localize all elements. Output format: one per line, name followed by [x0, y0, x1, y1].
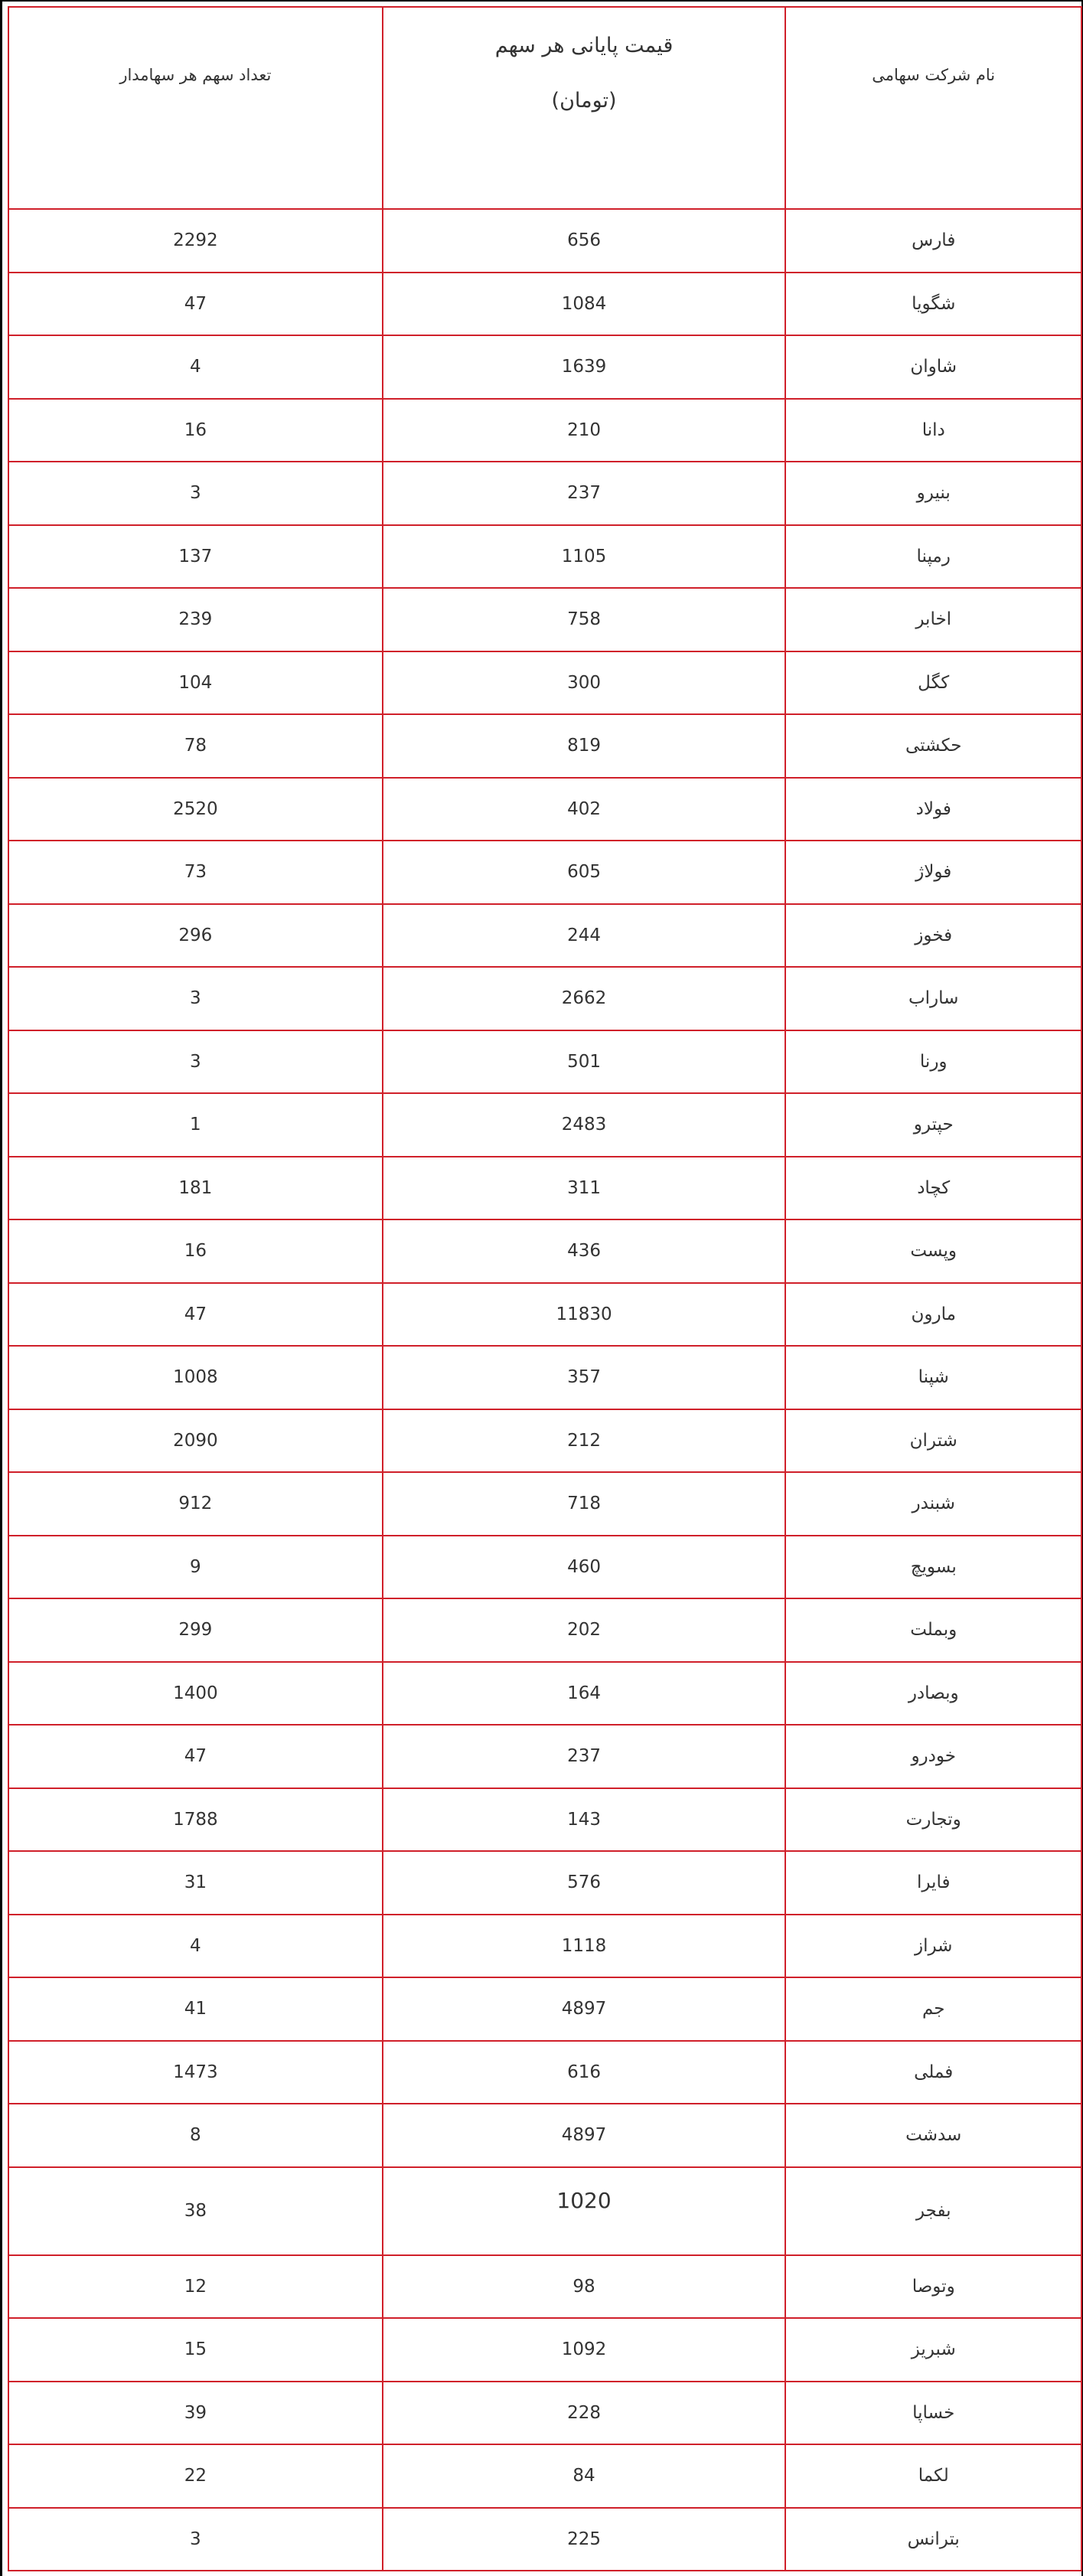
table-row	[8, 1915, 1081, 1978]
share-count-cell: 47	[8, 273, 383, 336]
table-row	[8, 1598, 1081, 1662]
table-row	[8, 1030, 1081, 1094]
final-price-value: 501	[567, 1051, 602, 1072]
table-row	[8, 2508, 1081, 2571]
company-name-cell: وبصادر	[785, 1662, 1081, 1725]
company-name-cell: فولاد	[785, 778, 1081, 841]
company-name-cell: شبریز	[785, 2318, 1081, 2382]
table-row	[8, 335, 1081, 399]
share-count-cell: 137	[8, 525, 383, 589]
final-price-value: 1084	[561, 293, 607, 314]
company-name-cell: فولاژ	[785, 841, 1081, 904]
final-price-value: 11830	[556, 1304, 612, 1324]
share-count-cell: 9	[8, 1536, 383, 1599]
share-count-cell: 299	[8, 1598, 383, 1662]
final-price-value: 84	[572, 2466, 595, 2486]
table-row	[8, 2255, 1081, 2319]
share-count-cell: 78	[8, 714, 383, 778]
final-price-value: 237	[567, 483, 602, 504]
table-row	[8, 778, 1081, 841]
company-name-cell: شبندر	[785, 1472, 1081, 1536]
company-name-cell: حکشتی	[785, 714, 1081, 778]
company-name-cell: دانا	[785, 399, 1081, 462]
table-row	[8, 714, 1081, 778]
share-count-cell: 1	[8, 1093, 383, 1157]
table-row	[8, 2382, 1081, 2445]
final-price-value: 656	[567, 230, 602, 251]
final-price-cell	[383, 1219, 786, 1283]
final-price-cell	[383, 2104, 786, 2167]
final-price-cell	[383, 1662, 786, 1725]
final-price-value: 2483	[561, 1115, 607, 1135]
company-name-cell: وتجارت	[785, 1788, 1081, 1852]
final-price-cell	[383, 904, 786, 968]
final-price-value: 244	[567, 925, 602, 945]
table-row	[8, 2104, 1081, 2167]
table-row	[8, 1472, 1081, 1536]
header-final-price	[383, 7, 786, 209]
final-price-cell	[383, 1472, 786, 1536]
table-row	[8, 1788, 1081, 1852]
final-price-value: 1639	[561, 357, 607, 377]
company-name-cell: فارس	[785, 209, 1081, 273]
company-name-cell: کچاد	[785, 1157, 1081, 1220]
final-price-cell	[383, 1093, 786, 1157]
final-price-value: 718	[567, 1494, 602, 1514]
share-count-cell: 1400	[8, 1662, 383, 1725]
final-price-cell	[383, 1725, 786, 1788]
final-price-cell	[383, 2255, 786, 2319]
share-count-cell: 1473	[8, 2041, 383, 2104]
final-price-value: 164	[567, 1683, 602, 1703]
final-price-cell	[383, 335, 786, 399]
final-price-cell	[383, 588, 786, 651]
share-count-cell: 22	[8, 2444, 383, 2508]
company-name-cell: جم	[785, 1977, 1081, 2041]
company-name-cell: وبملت	[785, 1598, 1081, 1662]
company-name-cell: فخوز	[785, 904, 1081, 968]
header-final-price-title: قیمت پایانی هر سهم	[494, 34, 674, 57]
final-price-cell	[383, 209, 786, 273]
share-count-cell: 39	[8, 2382, 383, 2445]
final-price-cell	[383, 2318, 786, 2382]
header-share-count: تعداد سهم هر سهامدار	[8, 7, 383, 209]
table-row	[8, 1093, 1081, 1157]
final-price-value: 357	[567, 1367, 602, 1388]
final-price-value: 460	[567, 1556, 602, 1577]
final-price-cell	[383, 2167, 786, 2255]
shares-table	[8, 6, 1082, 2571]
final-price-cell	[383, 462, 786, 525]
final-price-cell	[383, 2041, 786, 2104]
table-row	[8, 273, 1081, 336]
table-row	[8, 1977, 1081, 2041]
final-price-cell	[383, 273, 786, 336]
table-row	[8, 525, 1081, 589]
table-row	[8, 1536, 1081, 1599]
company-name-cell: شگویا	[785, 273, 1081, 336]
company-name-cell: ورنا	[785, 1030, 1081, 1094]
share-count-cell: 4	[8, 335, 383, 399]
table-row	[8, 2167, 1081, 2255]
share-count-cell: 4	[8, 1915, 383, 1978]
final-price-value: 202	[567, 1620, 602, 1641]
company-name-cell: ساراب	[785, 967, 1081, 1030]
final-price-value: 1118	[561, 1935, 607, 1956]
final-price-value: 237	[567, 1746, 602, 1767]
final-price-cell	[383, 1030, 786, 1094]
final-price-cell	[383, 1346, 786, 1409]
share-count-cell: 8	[8, 2104, 383, 2167]
share-count-cell: 47	[8, 1725, 383, 1788]
share-count-cell: 104	[8, 651, 383, 715]
final-price-value: 2662	[561, 988, 607, 1009]
final-price-value: 143	[567, 1809, 602, 1830]
table-row	[8, 651, 1081, 715]
share-count-cell: 3	[8, 967, 383, 1030]
company-name-cell: مارون	[785, 1283, 1081, 1347]
final-price-cell	[383, 841, 786, 904]
table-row	[8, 462, 1081, 525]
company-name-cell: شراز	[785, 1915, 1081, 1978]
table-row	[8, 841, 1081, 904]
final-price-value: 98	[572, 2276, 595, 2297]
final-price-cell	[383, 1977, 786, 2041]
company-name-cell: وپست	[785, 1219, 1081, 1283]
frame-top-border	[0, 0, 1083, 2]
share-count-cell: 15	[8, 2318, 383, 2382]
share-count-cell: 41	[8, 1977, 383, 2041]
final-price-value: 4897	[561, 1999, 607, 2019]
company-name-cell: شتران	[785, 1409, 1081, 1473]
company-name-cell: شپنا	[785, 1346, 1081, 1409]
company-name-cell: رمپنا	[785, 525, 1081, 589]
final-price-cell	[383, 1915, 786, 1978]
final-price-cell	[383, 1536, 786, 1599]
final-price-cell	[383, 525, 786, 589]
table-row	[8, 1157, 1081, 1220]
company-name-cell: بسویچ	[785, 1536, 1081, 1599]
share-count-cell: 16	[8, 399, 383, 462]
final-price-value: 228	[567, 2402, 602, 2423]
share-count-cell: 73	[8, 841, 383, 904]
final-price-value: 4897	[561, 2125, 607, 2146]
final-price-value: 225	[567, 2529, 602, 2549]
share-count-cell: 2520	[8, 778, 383, 841]
final-price-cell	[383, 1851, 786, 1915]
table-row	[8, 1409, 1081, 1473]
table-row	[8, 2318, 1081, 2382]
final-price-value: 605	[567, 862, 602, 883]
share-count-cell: 31	[8, 1851, 383, 1915]
share-count-cell: 2090	[8, 1409, 383, 1473]
final-price-value: 576	[567, 1872, 602, 1893]
table-row	[8, 967, 1081, 1030]
company-name-cell: فملی	[785, 2041, 1081, 2104]
company-name-cell: کگل	[785, 651, 1081, 715]
final-price-value: 212	[567, 1430, 602, 1451]
header-final-price-unit: (تومان)	[551, 89, 617, 113]
share-count-cell: 3	[8, 462, 383, 525]
company-name-cell: خساپا	[785, 2382, 1081, 2445]
table-row	[8, 1283, 1081, 1347]
table-header-row	[8, 7, 1081, 209]
share-count-cell: 181	[8, 1157, 383, 1220]
final-price-cell	[383, 651, 786, 715]
final-price-value: 1092	[561, 2339, 607, 2360]
final-price-cell	[383, 1283, 786, 1347]
final-price-value: 616	[567, 2062, 602, 2082]
shares-table-body	[8, 7, 1081, 2571]
final-price-cell	[383, 1157, 786, 1220]
final-price-cell	[383, 778, 786, 841]
share-count-cell: 3	[8, 2508, 383, 2571]
company-name-cell: بنیرو	[785, 462, 1081, 525]
company-name-cell: بفجر	[785, 2167, 1081, 2255]
share-count-cell: 3	[8, 1030, 383, 1094]
final-price-cell	[383, 2444, 786, 2508]
company-name-cell: فایرا	[785, 1851, 1081, 1915]
share-count-cell: 38	[8, 2167, 383, 2255]
final-price-value: 210	[567, 420, 602, 440]
table-row	[8, 588, 1081, 651]
final-price-value: 1020	[556, 2187, 612, 2213]
table-row	[8, 1851, 1081, 1915]
final-price-cell	[383, 967, 786, 1030]
table-row	[8, 209, 1081, 273]
share-count-cell: 912	[8, 1472, 383, 1536]
company-name-cell: اخابر	[785, 588, 1081, 651]
share-count-cell: 16	[8, 1219, 383, 1283]
final-price-value: 819	[567, 736, 602, 756]
share-count-cell: 12	[8, 2255, 383, 2319]
final-price-cell	[383, 1598, 786, 1662]
final-price-value: 436	[567, 1241, 602, 1262]
final-price-value: 311	[567, 1177, 602, 1198]
table-row	[8, 1219, 1081, 1283]
final-price-cell	[383, 1409, 786, 1473]
company-name-cell: لکما	[785, 2444, 1081, 2508]
share-count-cell: 47	[8, 1283, 383, 1347]
final-price-value: 758	[567, 609, 602, 630]
table-row	[8, 2041, 1081, 2104]
table-row	[8, 904, 1081, 968]
company-name-cell: سدشت	[785, 2104, 1081, 2167]
company-name-cell: بترانس	[785, 2508, 1081, 2571]
table-row	[8, 2444, 1081, 2508]
final-price-cell	[383, 2508, 786, 2571]
frame-left-border	[0, 0, 2, 2576]
final-price-cell	[383, 2382, 786, 2445]
share-count-cell: 296	[8, 904, 383, 968]
company-name-cell: شاوان	[785, 335, 1081, 399]
table-row	[8, 1662, 1081, 1725]
final-price-cell	[383, 714, 786, 778]
company-name-cell: حپترو	[785, 1093, 1081, 1157]
header-company-name: نام شرکت سهامی	[785, 7, 1081, 209]
final-price-cell	[383, 399, 786, 462]
share-count-cell: 1788	[8, 1788, 383, 1852]
share-count-cell: 2292	[8, 209, 383, 273]
company-name-cell: وتوصا	[785, 2255, 1081, 2319]
table-row	[8, 399, 1081, 462]
final-price-value: 1105	[561, 546, 607, 566]
final-price-cell	[383, 1788, 786, 1852]
final-price-value: 300	[567, 672, 602, 693]
share-count-cell: 239	[8, 588, 383, 651]
share-count-cell: 1008	[8, 1346, 383, 1409]
table-row	[8, 1346, 1081, 1409]
company-name-cell: خودرو	[785, 1725, 1081, 1788]
table-row	[8, 1725, 1081, 1788]
final-price-value: 402	[567, 798, 602, 819]
